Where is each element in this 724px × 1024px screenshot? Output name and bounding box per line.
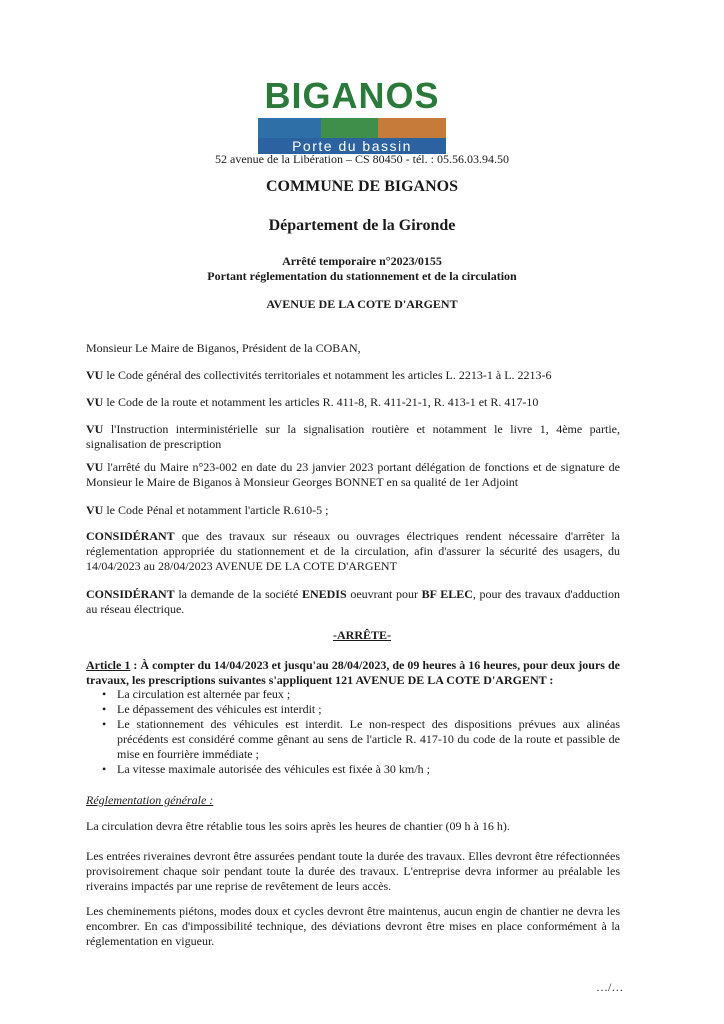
commune-title: COMMUNE DE BIGANOS xyxy=(265,178,458,195)
article-1-paragraph: Article 1 : À compter du 14/04/2023 et jusqu'au 28/04/2023, de 09 heures à 16 heures, pour deux jours de travaux, les prescriptions suivantes s'appliquent 121 AVENUE DE LA COTE D'ARGENT : xyxy=(86,658,620,687)
general-paragraph-2: Les entrées riveraines devront être assurées pendant toute la durée des travaux. Elles devront être réfectionnées provisoirement chaque soir pendant toute la durée des travaux. L'entreprise devra informer au préalable les riverains impactés par une reprise de revêtement de leurs accès. xyxy=(86,849,620,893)
arrete-subject: Portant réglementation du stationnement et de la circulation xyxy=(207,269,517,283)
vu-paragraph-3: VU l'Instruction interministérielle sur la signalisation routière et notamment le livre 1, 4ème partie, signalisation de prescription xyxy=(86,422,620,451)
logo-tagline: Porte du bassin xyxy=(258,138,446,154)
biganos-logo xyxy=(256,76,448,154)
town-hall-address: 52 avenue de la Libération – CS 80450 - tél. : 05.56.03.94.50 xyxy=(215,152,509,166)
considerant-paragraph-1: CONSIDÉRANT que des travaux sur réseaux ou ouvrages électriques rendent nécessaire d'arrêter la réglementation appropriée du stationnement et de la circulation, afin d'assurer la sécurité des usagers, du 14/04/2023 au 28/04/2023 AVENUE DE LA COTE D'ARGENT xyxy=(86,529,620,573)
general-paragraph-1: La circulation devra être rétablie tous les soirs après les heures de chantier (09 h à 16 h). xyxy=(86,819,510,833)
continuation-marker: …/… xyxy=(596,980,624,994)
avenue-title: AVENUE DE LA COTE D'ARGENT xyxy=(266,297,458,311)
article-1-prescriptions xyxy=(100,687,620,777)
logo-wordmark: BIGANOS xyxy=(264,75,440,116)
vu-paragraph-1: VU le Code général des collectivités territoriales et notamment les articles L. 2213-1 à L. 2213-6 xyxy=(86,368,552,382)
department-title: Département de la Gironde xyxy=(268,217,456,234)
vu-paragraph-5: VU le Code Pénal et notamment l'article R.610-5 ; xyxy=(86,503,329,517)
list-item: • Le dépassement des véhicules est interdit ; xyxy=(100,702,620,717)
vu-paragraph-4: VU l'arrêté du Maire n°23-002 en date du 23 janvier 2023 portant délégation de fonctions et de signature de Monsieur le Maire de Biganos à Monsieur Georges BONNET en sa qualité de 1er Adjoint xyxy=(86,460,620,489)
general-regulation-heading: Réglementation générale : xyxy=(86,793,214,807)
considerant-paragraph-2: CONSIDÉRANT la demande de la société ENEDIS oeuvrant pour BF ELEC, pour des travaux d'adduction au réseau électrique. xyxy=(86,587,620,616)
intro-paragraph: Monsieur Le Maire de Biganos, Président de la COBAN, xyxy=(86,341,361,355)
list-item: • La circulation est alternée par feux ; xyxy=(100,687,620,702)
general-paragraph-3: Les cheminements piétons, modes doux et cycles devront être maintenus, aucun engin de chantier ne devra les encombrer. En cas d'impossibilité technique, des déviations devront être mises en place conformément à la réglementation en vigueur. xyxy=(86,904,620,948)
arrete-heading: -ARRÊTE- xyxy=(332,628,391,642)
list-item: • Le stationnement des véhicules est interdit. Le non-respect des dispositions prévues aux alinéas précédents est considéré comme gênant au sens de l'article R. 417-10 du code de la route et passible de mise en fourrière immédiate ; xyxy=(100,717,620,762)
arrete-number: Arrêté temporaire n°2023/0155 xyxy=(282,254,442,268)
list-item: • La vitesse maximale autorisée des véhicules est fixée à 30 km/h ; xyxy=(100,762,620,777)
vu-paragraph-2: VU le Code de la route et notamment les articles R. 411-8, R. 411-21-1, R. 413-1 et R. 417-10 xyxy=(86,395,539,409)
logo-color-band xyxy=(258,118,446,138)
